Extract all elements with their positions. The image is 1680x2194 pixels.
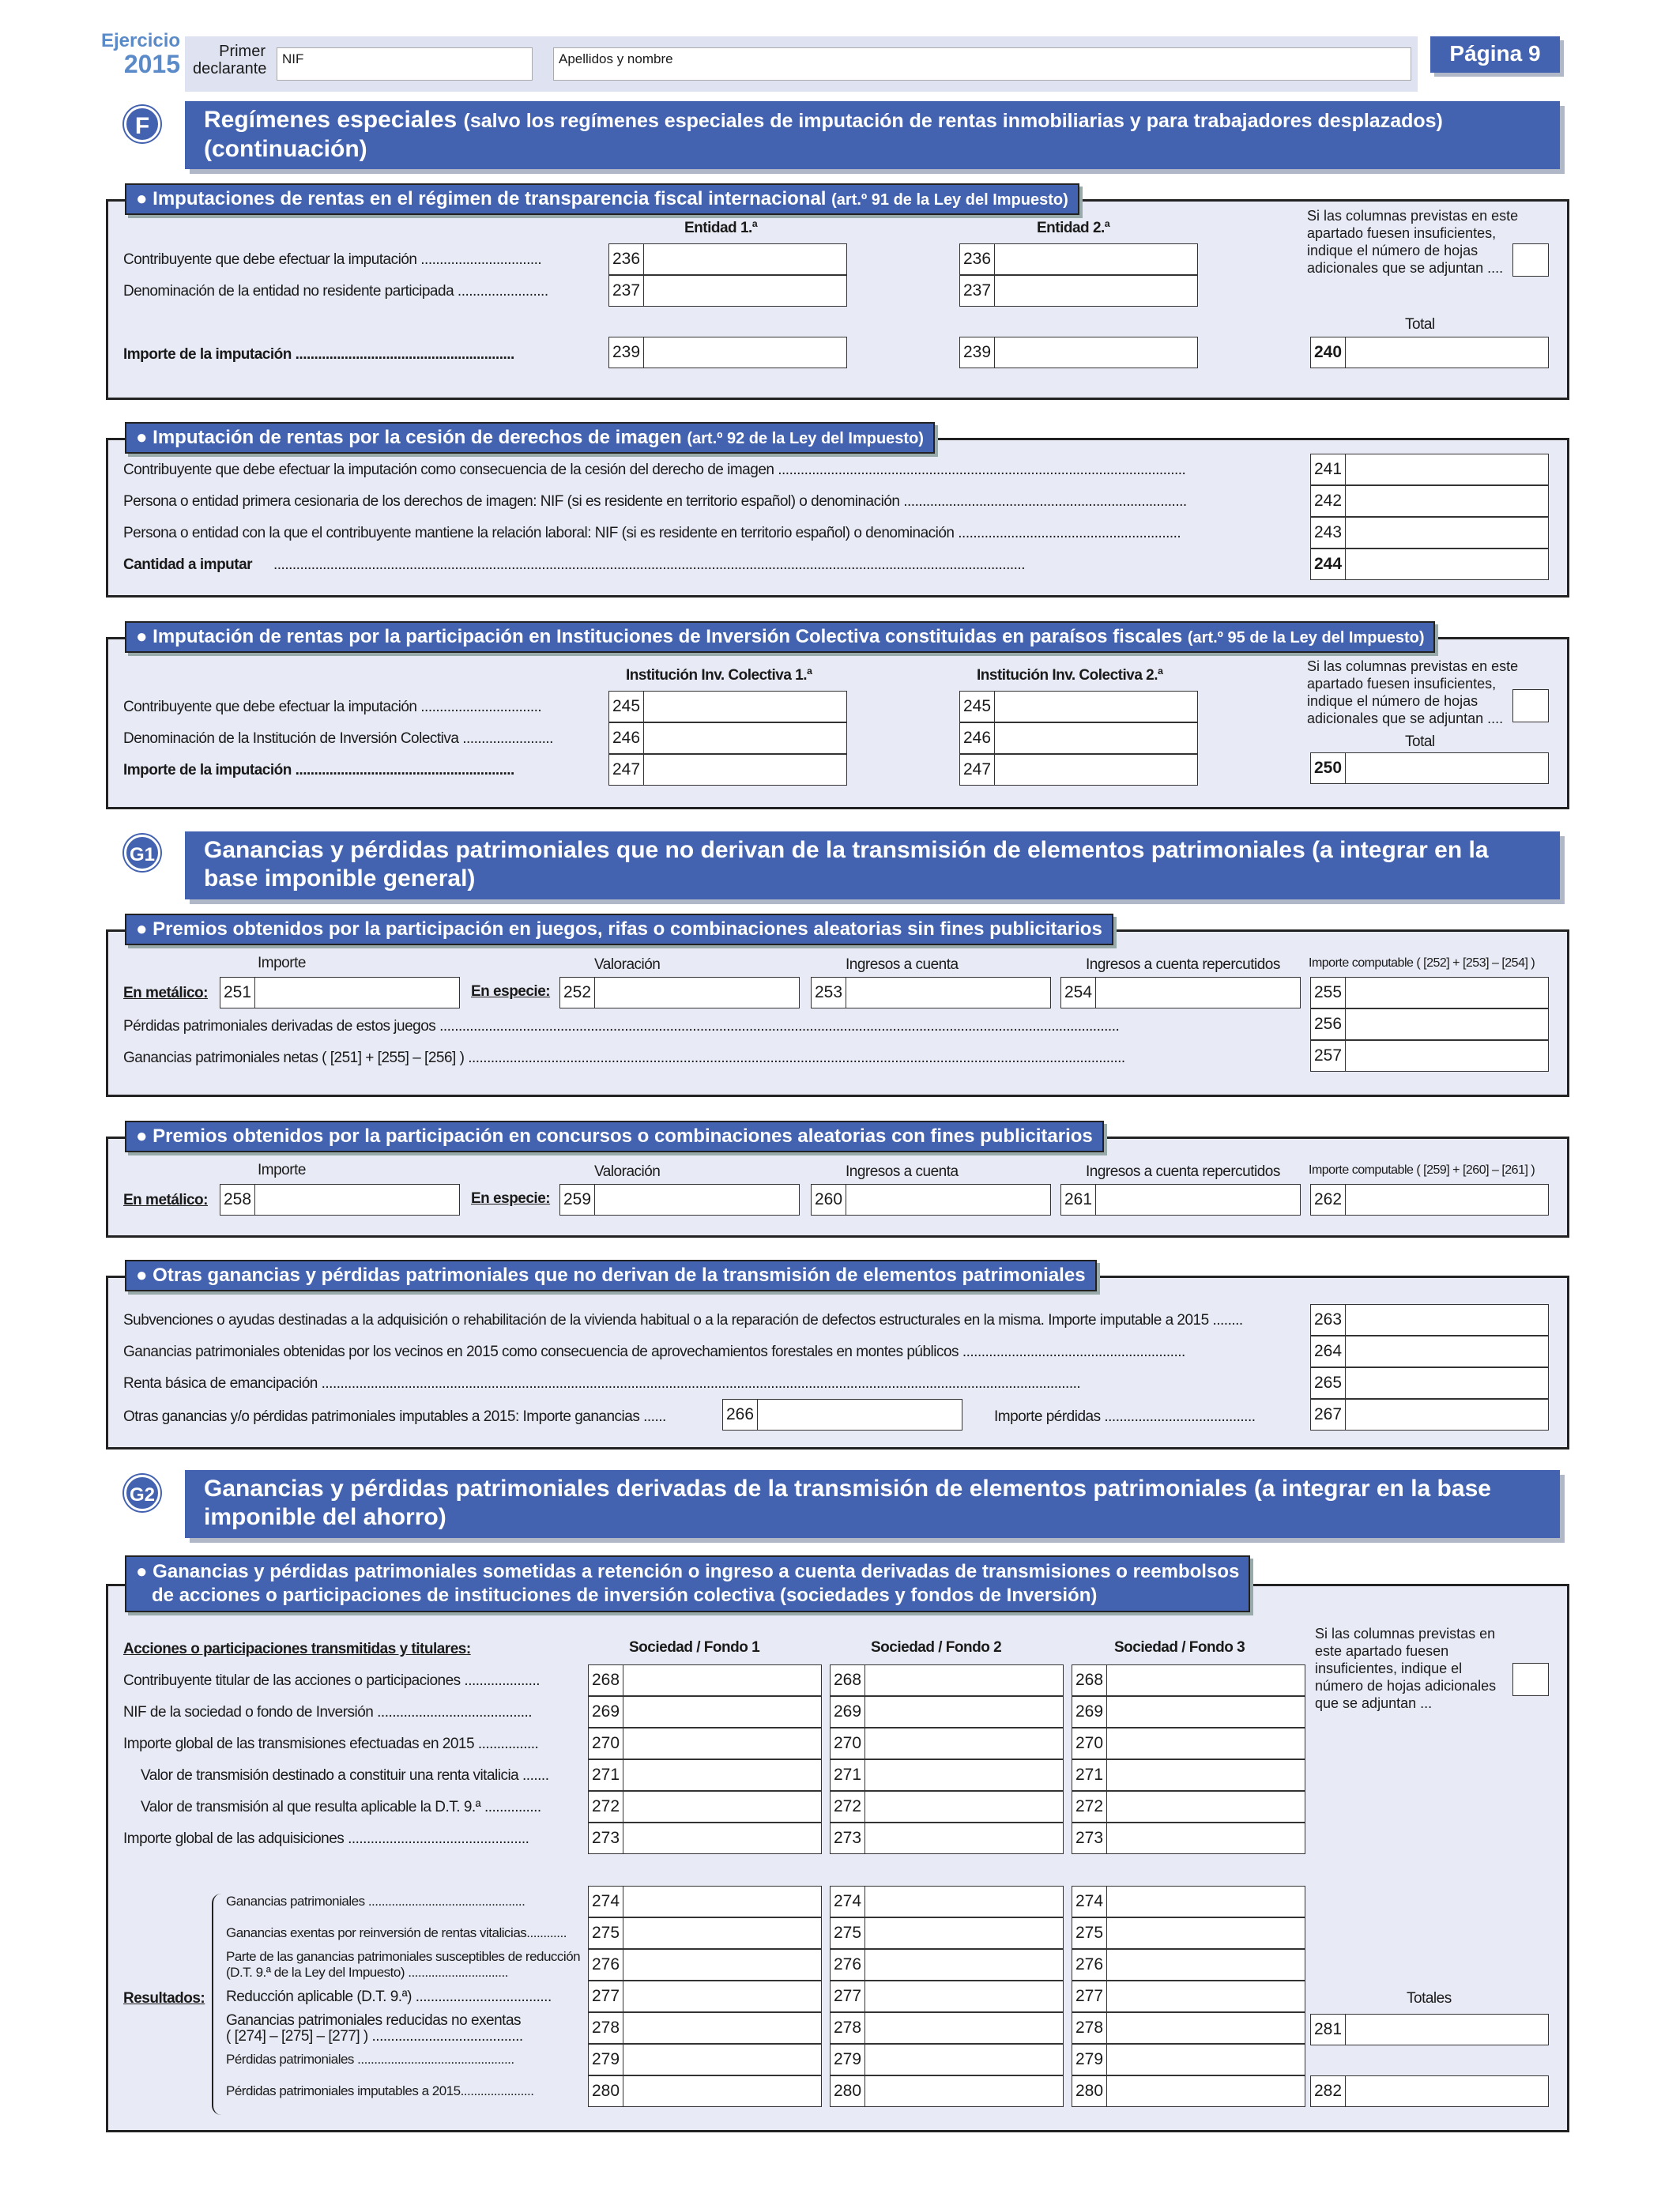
f-r244-dots: ....................................................................................................................................................................................................... — [273, 556, 1025, 573]
field-276-col2[interactable] — [830, 1949, 1064, 1981]
g2-r269-label: NIF de la sociedad o fondo de Inversión ......................................... — [123, 1704, 533, 1721]
field-276-col1[interactable] — [588, 1949, 822, 1981]
nif-label: NIF — [282, 51, 304, 66]
f-r236-label: Contribuyente que debe efectuar la imputación ................................ — [123, 251, 542, 268]
ejercicio-year: 2015 — [123, 50, 180, 78]
field-273-col2[interactable] — [830, 1823, 1064, 1854]
g2-r279-label: Pérdidas patrimoniales ............................................... — [226, 2052, 514, 2067]
g1s3-r266-label: Otras ganancias y/o pérdidas patrimoniales imputables a 2015: Importe ganancias ...... — [123, 1408, 666, 1425]
field-274-col1[interactable] — [588, 1886, 822, 1917]
field-269-col2[interactable] — [830, 1696, 1064, 1728]
f-r241-label: Contribuyente que debe efectuar la imputación como consecuencia de la cesión del derecho de imagen ............................................................................................................ — [123, 462, 1186, 478]
field-272-col3[interactable] — [1072, 1791, 1305, 1823]
box-code: 277 — [831, 1981, 865, 2011]
g1s1-especie: En especie: — [471, 983, 551, 1000]
f-s1-side-note: Si las columnas previstas en este apartado fuesen insuficientes, indique el número de hojas adicionales que se adjuntan .... — [1307, 208, 1519, 276]
box-code: 242 — [1311, 486, 1346, 516]
field-271-col2[interactable] — [830, 1759, 1064, 1791]
g2-r274-label: Ganancias patrimoniales ............................................... — [226, 1894, 525, 1909]
field-243[interactable] — [1310, 517, 1549, 548]
box-code: 267 — [1311, 1400, 1346, 1430]
box-code: 236 — [960, 244, 995, 274]
g1s3-r263-label: Subvenciones o ayudas destinadas a la adquisición o rehabilitación de la vivienda habitual o a la reparación de defectos estructurales en la misma. Importe imputable a 2015 ........ — [123, 1312, 1243, 1329]
field-252[interactable] — [559, 977, 800, 1008]
entidad2-header: Entidad 2.ª — [1037, 220, 1110, 236]
box-code: 277 — [1072, 1981, 1107, 2011]
g1s2-h-repercutidos: Ingresos a cuenta repercutidos — [1086, 1163, 1280, 1180]
field-256[interactable] — [1310, 1008, 1549, 1040]
box-code: 272 — [1072, 1792, 1107, 1822]
box-code: 274 — [831, 1887, 865, 1917]
box-code: 273 — [1072, 1823, 1107, 1853]
field-278-col3[interactable] — [1072, 2012, 1305, 2044]
iic1-header: Institución Inv. Colectiva 1.ª — [626, 667, 812, 684]
section-f-badge: F — [124, 106, 160, 142]
box-code: 270 — [831, 1728, 865, 1759]
g2-col3-header: Sociedad / Fondo 3 — [1114, 1639, 1245, 1656]
field-277-col2[interactable] — [830, 1981, 1064, 2012]
subsection-premios-sin-title: ● Premios obtenidos por la participación en juegos, rifas o combinaciones aleatorias sin fines publicitarios — [125, 914, 1113, 945]
g1s1-h-importe: Importe — [258, 955, 306, 971]
field-272-col2[interactable] — [830, 1791, 1064, 1823]
g1s2-especie: En especie: — [471, 1190, 551, 1207]
box-code: 247 — [960, 755, 995, 785]
field-269-col3[interactable] — [1072, 1696, 1305, 1728]
field-280-col1[interactable] — [588, 2075, 822, 2107]
apellidos-field[interactable] — [553, 47, 1411, 81]
g2-r276a-label: Parte de las ganancias patrimoniales susceptibles de reducción — [226, 1949, 581, 1964]
section-g2-badge: G2 — [124, 1475, 160, 1511]
declarante-label: Primer declarante — [193, 43, 267, 77]
subsection-imagen-title: ● Imputación de rentas por la cesión de derechos de imagen (art.º 92 de la Ley del Impuesto) — [125, 422, 935, 454]
box-code: 279 — [831, 2045, 865, 2075]
g1s2-h-valoracion: Valoración — [594, 1163, 661, 1180]
g1s1-h-repercutidos: Ingresos a cuenta repercutidos — [1086, 956, 1280, 973]
box-code: 276 — [589, 1950, 623, 1980]
section-g1-title: Ganancias y pérdidas patrimoniales que no derivan de la transmisión de elementos patrimoniales (a integrar en la base imponible general) — [185, 831, 1560, 899]
field-241[interactable] — [1310, 454, 1549, 485]
box-code: 268 — [831, 1665, 865, 1695]
subsection-g2-title: ● Ganancias y pérdidas patrimoniales sometidas a retención o ingreso a cuenta derivadas de transmisiones o reembolsos de acciones o participaciones de instituciones de inversión colectiva (sociedades y fondos de Inversión) — [125, 1555, 1250, 1612]
field-278-col2[interactable] — [830, 2012, 1064, 2044]
field-279-col2[interactable] — [830, 2044, 1064, 2075]
apellidos-label: Apellidos y nombre — [559, 51, 673, 66]
box-code: 282 — [1311, 2076, 1346, 2106]
hojas-adicionales-f1[interactable] — [1512, 243, 1549, 277]
f-r239-label: Importe de la imputación .......................................................... — [123, 346, 514, 363]
field-277-col3[interactable] — [1072, 1981, 1305, 2012]
hojas-adicionales-g2[interactable] — [1512, 1663, 1549, 1696]
field-270-col1[interactable] — [588, 1728, 822, 1759]
field-237-e2[interactable] — [959, 275, 1198, 307]
hojas-adicionales-f3[interactable] — [1512, 689, 1549, 722]
box-code: 270 — [589, 1728, 623, 1759]
f-r243-label: Persona o entidad con la que el contribuyente mantiene la relación laboral: NIF (si es residente en territorio español) o denominación ........................................................... — [123, 525, 1181, 541]
g2-r277-label: Reducción aplicable (D.T. 9.ª) .................................... — [226, 1989, 552, 2005]
g2-acciones-label: Acciones o participaciones transmitidas y titulares: — [123, 1641, 471, 1657]
g1s1-r257-label: Ganancias patrimoniales netas ( [251] + [255] – [256] ) .............................................................................................................................................................................. — [123, 1050, 1125, 1066]
g2-r271-label: Valor de transmisión destinado a constituir una renta vitalicia ....... — [141, 1767, 549, 1784]
g1s2-h-importe: Importe — [258, 1162, 306, 1178]
box-code: 245 — [609, 692, 644, 722]
field-262[interactable] — [1310, 1184, 1549, 1216]
section-f-title-cont: (continuación) — [204, 136, 367, 162]
field-264[interactable] — [1310, 1336, 1549, 1367]
subsection-otras-title: ● Otras ganancias y pérdidas patrimoniales que no derivan de la transmisión de elementos patrimoniales — [125, 1260, 1097, 1291]
field-254[interactable] — [1060, 977, 1301, 1008]
f-r247-label: Importe de la imputación .......................................................... — [123, 762, 514, 778]
field-273-col3[interactable] — [1072, 1823, 1305, 1854]
field-263[interactable] — [1310, 1304, 1549, 1336]
field-272-col1[interactable] — [588, 1791, 822, 1823]
g2-r268-label: Contribuyente titular de las acciones o participaciones .................... — [123, 1672, 540, 1689]
f-r242-label: Persona o entidad primera cesionaria de los derechos de imagen: NIF (si es residente en territorio español) o denominación ........................................................................... — [123, 493, 1187, 510]
box-code: 276 — [831, 1950, 865, 1980]
f-s3-side-note: Si las columnas previstas en este apartado fuesen insuficientes, indique el número de hojas adicionales que se adjuntan .... — [1307, 658, 1519, 726]
g1s1-r256-label: Pérdidas patrimoniales derivadas de estos juegos .................................................................................................................................................................................... — [123, 1018, 1120, 1035]
box-code: 259 — [560, 1185, 595, 1215]
box-code: 253 — [812, 978, 846, 1008]
field-280-col3[interactable] — [1072, 2075, 1305, 2107]
box-code: 269 — [589, 1697, 623, 1727]
ejercicio-box — [101, 30, 180, 85]
field-250[interactable] — [1310, 752, 1549, 784]
field-268-col2[interactable] — [830, 1664, 1064, 1696]
field-237-e1[interactable] — [608, 275, 847, 307]
box-code: 275 — [1072, 1918, 1107, 1948]
field-271-col1[interactable] — [588, 1759, 822, 1791]
box-code: 246 — [960, 723, 995, 753]
field-274-col3[interactable] — [1072, 1886, 1305, 1917]
field-273-col1[interactable] — [588, 1823, 822, 1854]
field-281[interactable] — [1310, 2014, 1549, 2045]
box-code: 258 — [220, 1185, 255, 1215]
box-code: 239 — [609, 337, 644, 368]
field-244[interactable] — [1310, 548, 1549, 580]
g2-title-line1: Ganancias y pérdidas patrimoniales sometidas a retención o ingreso a cuenta derivadas de transmisiones o reembolsos — [153, 1561, 1240, 1582]
box-code: 272 — [831, 1792, 865, 1822]
iic-title: Imputación de rentas por la participación en Instituciones de Inversión Colectiva constituidas en paraísos fiscales — [153, 626, 1183, 647]
box-code: 261 — [1061, 1185, 1096, 1215]
field-242[interactable] — [1310, 485, 1549, 517]
g2-r280-label: Pérdidas patrimoniales imputables a 2015...................... — [226, 2083, 534, 2098]
field-239-e2[interactable] — [959, 337, 1198, 368]
g1s2-metalico: En metálico: — [123, 1192, 208, 1208]
iic2-header: Institución Inv. Colectiva 2.ª — [977, 667, 1163, 684]
g1s3-r267-label: Importe pérdidas ........................................ — [994, 1408, 1256, 1425]
page-number: Página 9 — [1430, 36, 1560, 73]
field-270-col3[interactable] — [1072, 1728, 1305, 1759]
box-code: 260 — [812, 1185, 846, 1215]
box-code: 247 — [609, 755, 644, 785]
g2-title-line2: de acciones o participaciones de instituciones de inversión colectiva (sociedades y fondos de Inversión) — [152, 1585, 1098, 1606]
field-245-i1[interactable] — [608, 691, 847, 722]
field-275-col3[interactable] — [1072, 1917, 1305, 1949]
field-257[interactable] — [1310, 1040, 1549, 1072]
field-246-i2[interactable] — [959, 722, 1198, 754]
field-247-i2[interactable] — [959, 754, 1198, 786]
box-code: 255 — [1311, 978, 1346, 1008]
section-f-title — [185, 101, 1560, 169]
g2-r275-label: Ganancias exentas por reinversión de rentas vitalicias............ — [226, 1925, 567, 1940]
field-278-col1[interactable] — [588, 2012, 822, 2044]
field-279-col1[interactable] — [588, 2044, 822, 2075]
g2-totales-label: Totales — [1407, 1990, 1452, 2007]
box-code: 275 — [831, 1918, 865, 1948]
field-274-col2[interactable] — [830, 1886, 1064, 1917]
box-code: 243 — [1311, 518, 1346, 548]
field-267[interactable] — [1310, 1399, 1549, 1431]
f-r244-label: Cantidad a imputar — [123, 556, 253, 573]
g2-r278b-label: ( [274] – [275] – [277] ) ........................................ — [226, 2028, 523, 2045]
box-code: 273 — [589, 1823, 623, 1853]
box-code: 256 — [1311, 1009, 1346, 1039]
box-code: 250 — [1311, 753, 1346, 783]
box-code: 271 — [589, 1760, 623, 1790]
f-s1-total-label: Total — [1405, 316, 1435, 333]
entidad1-header: Entidad 1.ª — [684, 220, 758, 236]
field-236-e1[interactable] — [608, 243, 847, 275]
box-code: 244 — [1311, 549, 1346, 579]
field-282[interactable] — [1310, 2075, 1549, 2107]
box-code: 240 — [1311, 337, 1346, 368]
field-260[interactable] — [811, 1184, 1051, 1216]
box-code: 275 — [589, 1918, 623, 1948]
box-code: 263 — [1311, 1305, 1346, 1335]
box-code: 269 — [831, 1697, 865, 1727]
field-240[interactable] — [1310, 337, 1549, 368]
box-code: 264 — [1311, 1336, 1346, 1367]
ejercicio-label: Ejercicio — [101, 30, 181, 51]
f-s3-total-label: Total — [1405, 733, 1435, 750]
box-code: 274 — [1072, 1887, 1107, 1917]
box-code: 278 — [589, 2013, 623, 2043]
box-code: 271 — [1072, 1760, 1107, 1790]
box-code: 246 — [609, 723, 644, 753]
box-code: 280 — [589, 2076, 623, 2106]
field-246-i1[interactable] — [608, 722, 847, 754]
f-r246-label: Denominación de la Institución de Inversión Colectiva ........................ — [123, 730, 553, 747]
field-270-col2[interactable] — [830, 1728, 1064, 1759]
subsection-transparencia-title: ● Imputaciones de rentas en el régimen de transparencia fiscal internacional (art.º 91 de la Ley del Impuesto) — [125, 183, 1079, 215]
field-279-col3[interactable] — [1072, 2044, 1305, 2075]
g2-r273-label: Importe global de las adquisiciones ................................................ — [123, 1830, 529, 1847]
box-code: 254 — [1061, 978, 1096, 1008]
g2-r276b-label: (D.T. 9.ª de la Ley del Impuesto) .............................. — [226, 1965, 508, 1980]
box-code: 270 — [1072, 1728, 1107, 1759]
field-271-col3[interactable] — [1072, 1759, 1305, 1791]
iic-note: (art.º 95 de la Ley del Impuesto) — [1187, 629, 1425, 647]
imagen-title: Imputación de rentas por la cesión de derechos de imagen — [153, 427, 682, 448]
box-code: 279 — [589, 2045, 623, 2075]
box-code: 268 — [1072, 1665, 1107, 1695]
g2-col2-header: Sociedad / Fondo 2 — [871, 1639, 1002, 1656]
field-239-e1[interactable] — [608, 337, 847, 368]
transparencia-note: (art.º 91 de la Ley del Impuesto) — [831, 191, 1068, 209]
box-code: 266 — [723, 1400, 758, 1430]
box-code: 268 — [589, 1665, 623, 1695]
box-code: 245 — [960, 692, 995, 722]
field-269-col1[interactable] — [588, 1696, 822, 1728]
box-code: 251 — [220, 978, 255, 1008]
box-code: 257 — [1311, 1041, 1346, 1071]
field-268-col1[interactable] — [588, 1664, 822, 1696]
g1s1-h-ingresos: Ingresos a cuenta — [846, 956, 959, 973]
box-code: 252 — [560, 978, 595, 1008]
g2-resultados-label: Resultados: — [123, 1990, 205, 2007]
box-code: 279 — [1072, 2045, 1107, 2075]
g1s3-r265-label: Renta básica de emancipación ......................................................................................................................................................................................................... — [123, 1375, 1081, 1392]
g2-col1-header: Sociedad / Fondo 1 — [629, 1639, 760, 1656]
box-code: 274 — [589, 1887, 623, 1917]
box-code: 278 — [1072, 2013, 1107, 2043]
g1s1-metalico: En metálico: — [123, 985, 208, 1001]
transparencia-title: Imputaciones de rentas en el régimen de transparencia fiscal internacional — [153, 188, 827, 209]
nif-field[interactable] — [277, 47, 533, 81]
box-code: 272 — [589, 1792, 623, 1822]
box-code: 262 — [1311, 1185, 1346, 1215]
field-266[interactable] — [722, 1399, 962, 1431]
field-280-col2[interactable] — [830, 2075, 1064, 2107]
field-236-e2[interactable] — [959, 243, 1198, 275]
box-code: 280 — [831, 2076, 865, 2106]
section-f-title-text: Regímenes especiales — [204, 107, 458, 133]
g1s2-h-computable: Importe computable ( [259] + [260] – [261] ) — [1309, 1163, 1535, 1177]
box-code: 273 — [831, 1823, 865, 1853]
f-r245-label: Contribuyente que debe efectuar la imputación ................................ — [123, 699, 542, 715]
box-code: 241 — [1311, 454, 1346, 484]
subsection-premios-con-title: ● Premios obtenidos por la participación en concursos o combinaciones aleatorias con fines publicitarios — [125, 1121, 1104, 1152]
g1s1-h-computable: Importe computable ( [252] + [253] – [254] ) — [1309, 956, 1535, 970]
field-245-i2[interactable] — [959, 691, 1198, 722]
field-268-col3[interactable] — [1072, 1664, 1305, 1696]
g2-resultados-brace — [212, 1894, 221, 2115]
g2-r270-label: Importe global de las transmisiones efectuadas en 2015 ................ — [123, 1736, 539, 1752]
field-277-col1[interactable] — [588, 1981, 822, 2012]
g2-side-note: Si las columnas previstas en este apartado fuesen insuficientes, indique el número de hojas adicionales que se adjuntan ... — [1315, 1626, 1497, 1711]
box-code: 280 — [1072, 2076, 1107, 2106]
field-255[interactable] — [1310, 977, 1549, 1008]
box-code: 271 — [831, 1760, 865, 1790]
field-259[interactable] — [559, 1184, 800, 1216]
box-code: 236 — [609, 244, 644, 274]
section-g2-title: Ganancias y pérdidas patrimoniales derivadas de la transmisión de elementos patrimoniales (a integrar en la base imponible del ahorro) — [185, 1470, 1560, 1538]
box-code: 281 — [1311, 2015, 1346, 2045]
box-code: 239 — [960, 337, 995, 368]
box-code: 265 — [1311, 1368, 1346, 1398]
box-code: 276 — [1072, 1950, 1107, 1980]
box-code: 237 — [609, 276, 644, 306]
g2-r278a-label: Ganancias patrimoniales reducidas no exentas — [226, 2012, 522, 2029]
f-r237-label: Denominación de la entidad no residente participada ........................ — [123, 283, 548, 300]
g1s3-r264-label: Ganancias patrimoniales obtenidas por los vecinos en 2015 como consecuencia de aprovechamientos forestales en montes públicos ........................................................... — [123, 1344, 1185, 1360]
field-251[interactable] — [220, 977, 460, 1008]
field-258[interactable] — [220, 1184, 460, 1216]
g1s2-h-ingresos: Ingresos a cuenta — [846, 1163, 959, 1180]
box-code: 278 — [831, 2013, 865, 2043]
subsection-iic-title: ● Imputación de rentas por la participación en Instituciones de Inversión Colectiva constituidas en paraísos fiscales (art.º 95 de la Ley del Impuesto) — [125, 621, 1435, 653]
field-275-col1[interactable] — [588, 1917, 822, 1949]
field-253[interactable] — [811, 977, 1051, 1008]
field-261[interactable] — [1060, 1184, 1301, 1216]
box-code: 269 — [1072, 1697, 1107, 1727]
box-code: 277 — [589, 1981, 623, 2011]
g2-r272-label: Valor de transmisión al que resulta aplicable la D.T. 9.ª ............... — [141, 1799, 541, 1815]
field-265[interactable] — [1310, 1367, 1549, 1399]
g1s1-h-valoracion: Valoración — [594, 956, 661, 973]
section-g1-badge: G1 — [124, 835, 160, 871]
field-276-col3[interactable] — [1072, 1949, 1305, 1981]
field-247-i1[interactable] — [608, 754, 847, 786]
section-f-title-note: (salvo los regímenes especiales de imputación de rentas inmobiliarias y para trabajadores desplazados) — [463, 110, 1443, 132]
field-275-col2[interactable] — [830, 1917, 1064, 1949]
imagen-note: (art.º 92 de la Ley del Impuesto) — [687, 430, 924, 447]
box-code: 237 — [960, 276, 995, 306]
